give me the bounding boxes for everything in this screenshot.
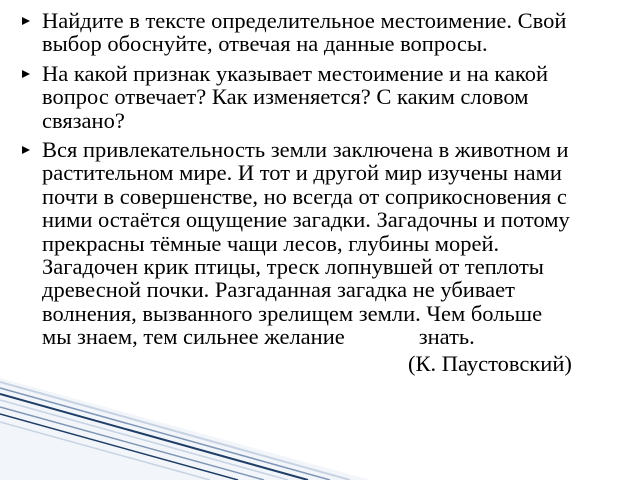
quote-line: Вся привлекательность земли заключена в животном и bbox=[42, 137, 569, 163]
quote-line: Загадочен крик птицы, треск лопнувшей от теплоты bbox=[42, 254, 544, 280]
quote-last-line bbox=[42, 325, 622, 348]
question-line: На какой признак указывает местоимение и на какой bbox=[42, 60, 549, 86]
quote-line: ними остаётся ощущение загадки. Загадочны и потому bbox=[42, 207, 570, 233]
quote-author: (К. Паустовский) bbox=[408, 350, 572, 376]
bullet-arrow-icon bbox=[22, 17, 30, 25]
task-line: выбор обоснуйте, отвечая на данные вопросы. bbox=[42, 31, 488, 57]
question-line: связано? bbox=[42, 107, 125, 133]
quote-line: прекрасны тёмные чащи лесов, глубины морей. bbox=[42, 230, 500, 256]
bullet-item-task bbox=[22, 9, 622, 56]
task-line: Найдите в тексте определительное местоимение. Свой bbox=[42, 8, 567, 33]
quote-last-line-end: знать. bbox=[418, 324, 475, 350]
bullet-item-questions bbox=[22, 62, 622, 132]
quote-last-line-start: мы знаем, тем сильнее желание bbox=[42, 324, 345, 350]
bullet-list bbox=[22, 9, 622, 381]
quote-line: растительном мире. И тот и другой мир изучены нами bbox=[42, 160, 562, 186]
bullet-item-quote bbox=[22, 138, 622, 375]
bullet-arrow-icon bbox=[22, 146, 30, 154]
question-line: вопрос отвечает? Как изменяется? С каким словом bbox=[42, 84, 529, 110]
quote-line: древесной почки. Разгаданная загадка не убивает bbox=[42, 277, 515, 303]
quote-line: волнения, вызванного зрелищем земли. Чем больше bbox=[42, 300, 543, 326]
bullet-arrow-icon bbox=[22, 70, 30, 78]
quote-line: почти в совершенстве, но всегда от соприкосновения с bbox=[42, 183, 567, 209]
